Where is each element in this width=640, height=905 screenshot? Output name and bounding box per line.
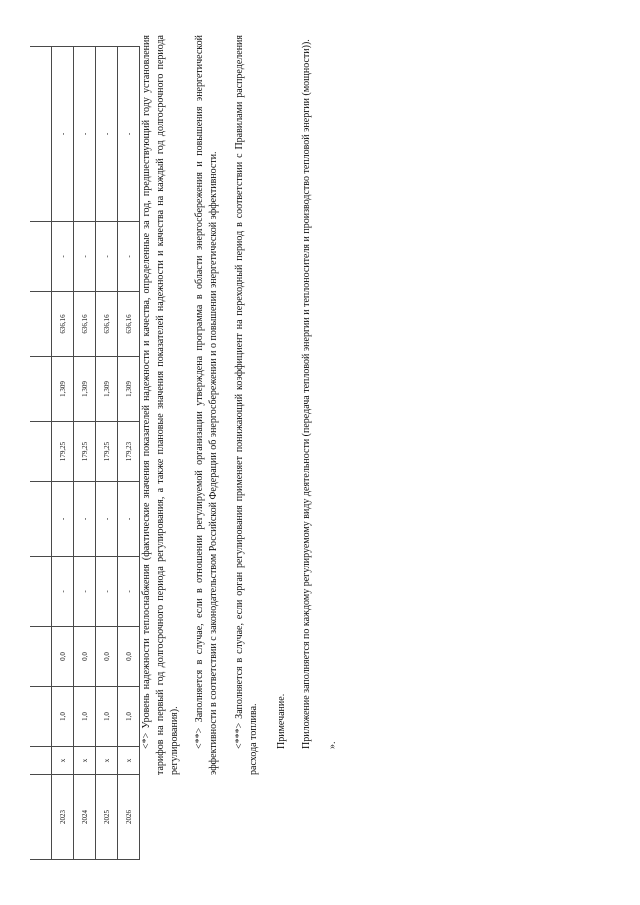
table-cell: -	[52, 482, 74, 557]
table-cell: -	[118, 47, 140, 222]
remark-text: Приложение заполняется по каждому регулируемому виду деятельности (передача тепловой энергии и теплоносителя и производство тепловой энергии (мощности)).	[301, 39, 313, 749]
table-cell: 1,309	[74, 357, 96, 422]
table-cell: x	[118, 747, 140, 775]
reliability-data-table	[30, 46, 140, 860]
table-cell: 1,309	[96, 357, 118, 422]
remark-title: Примечание.	[275, 693, 287, 749]
footnote-energy-saving: <**> Заполняется в случае, если в отношении регулируемой организации утверждена программа в области энергосбережения и повышения энергетической эффективности в соответствии с законодательством Российской Федерации об энергосбережении и о повышении энергетической эффективности.	[194, 35, 220, 775]
table-cell: -	[96, 222, 118, 292]
footnote-reduction-coefficient: <***> Заполняется в случае, если орган регулирования применяет понижающий коэффициент на переходный период в соответствии с Правилами распределения расхода топлива.	[233, 35, 259, 775]
table-cell: -	[52, 222, 74, 292]
table-cell: 0,0	[96, 627, 118, 687]
table-row	[96, 47, 118, 860]
table-cell-empty	[30, 482, 52, 557]
table-cell: 1,0	[52, 687, 74, 747]
table-cell: 2026	[118, 775, 140, 860]
table-cell: -	[96, 47, 118, 222]
table-cell: 636,16	[96, 292, 118, 357]
table-cell: 1,309	[118, 357, 140, 422]
table-cell: 179,25	[52, 422, 74, 482]
table-cell: 179,23	[118, 422, 140, 482]
table-cell: -	[118, 557, 140, 627]
table-cell-empty	[30, 292, 52, 357]
table-row	[74, 47, 96, 860]
table-cell: -	[74, 557, 96, 627]
table-cell-empty	[30, 422, 52, 482]
table-cell: 2023	[52, 775, 74, 860]
table-cell: 179,25	[74, 422, 96, 482]
table-cell: 179,25	[96, 422, 118, 482]
table-cell-empty	[30, 222, 52, 292]
table-cell: -	[52, 47, 74, 222]
table-cell-empty	[30, 775, 52, 860]
table-cell: x	[52, 747, 74, 775]
table-cell-empty	[30, 47, 52, 222]
footnotes-section	[140, 35, 352, 775]
table-cell-empty	[30, 687, 52, 747]
table-cell: -	[96, 557, 118, 627]
table-cell: 1,0	[118, 687, 140, 747]
table-cell: -	[74, 47, 96, 222]
table-cell: 0,0	[74, 627, 96, 687]
table-cell: -	[74, 482, 96, 557]
table-cell: 1,0	[74, 687, 96, 747]
closing-quote: ».	[327, 741, 339, 749]
table-cell-empty	[30, 357, 52, 422]
table-cell: -	[74, 222, 96, 292]
table-cell: -	[52, 557, 74, 627]
table-cell: 0,0	[52, 627, 74, 687]
table-cell: 0,0	[118, 627, 140, 687]
table-cell: 1,0	[96, 687, 118, 747]
table-blank-row	[30, 47, 52, 860]
table-cell-empty	[30, 627, 52, 687]
table-cell-empty	[30, 557, 52, 627]
table-cell: x	[74, 747, 96, 775]
table-cell: 1,309	[52, 357, 74, 422]
table-cell: 636,16	[74, 292, 96, 357]
footnote-reliability: <*> Уровень надежности теплоснабжения (фактические значения показателей надежности и качества, определенные за год, предшествующий году установления тарифов на первый год долгосрочного периода регулирования, а также плановые значения показателей надежности и качества на каждый год долгосрочного периода регулирования).	[141, 35, 180, 775]
table-cell: -	[96, 482, 118, 557]
table-cell: -	[118, 482, 140, 557]
table-cell: 636,16	[52, 292, 74, 357]
table-row	[52, 47, 74, 860]
table-cell-empty	[30, 747, 52, 775]
table-cell: x	[96, 747, 118, 775]
table-cell: 2024	[74, 775, 96, 860]
table-cell: 2025	[96, 775, 118, 860]
table-cell: -	[118, 222, 140, 292]
table-row	[118, 47, 140, 860]
table-cell: 636,16	[118, 292, 140, 357]
